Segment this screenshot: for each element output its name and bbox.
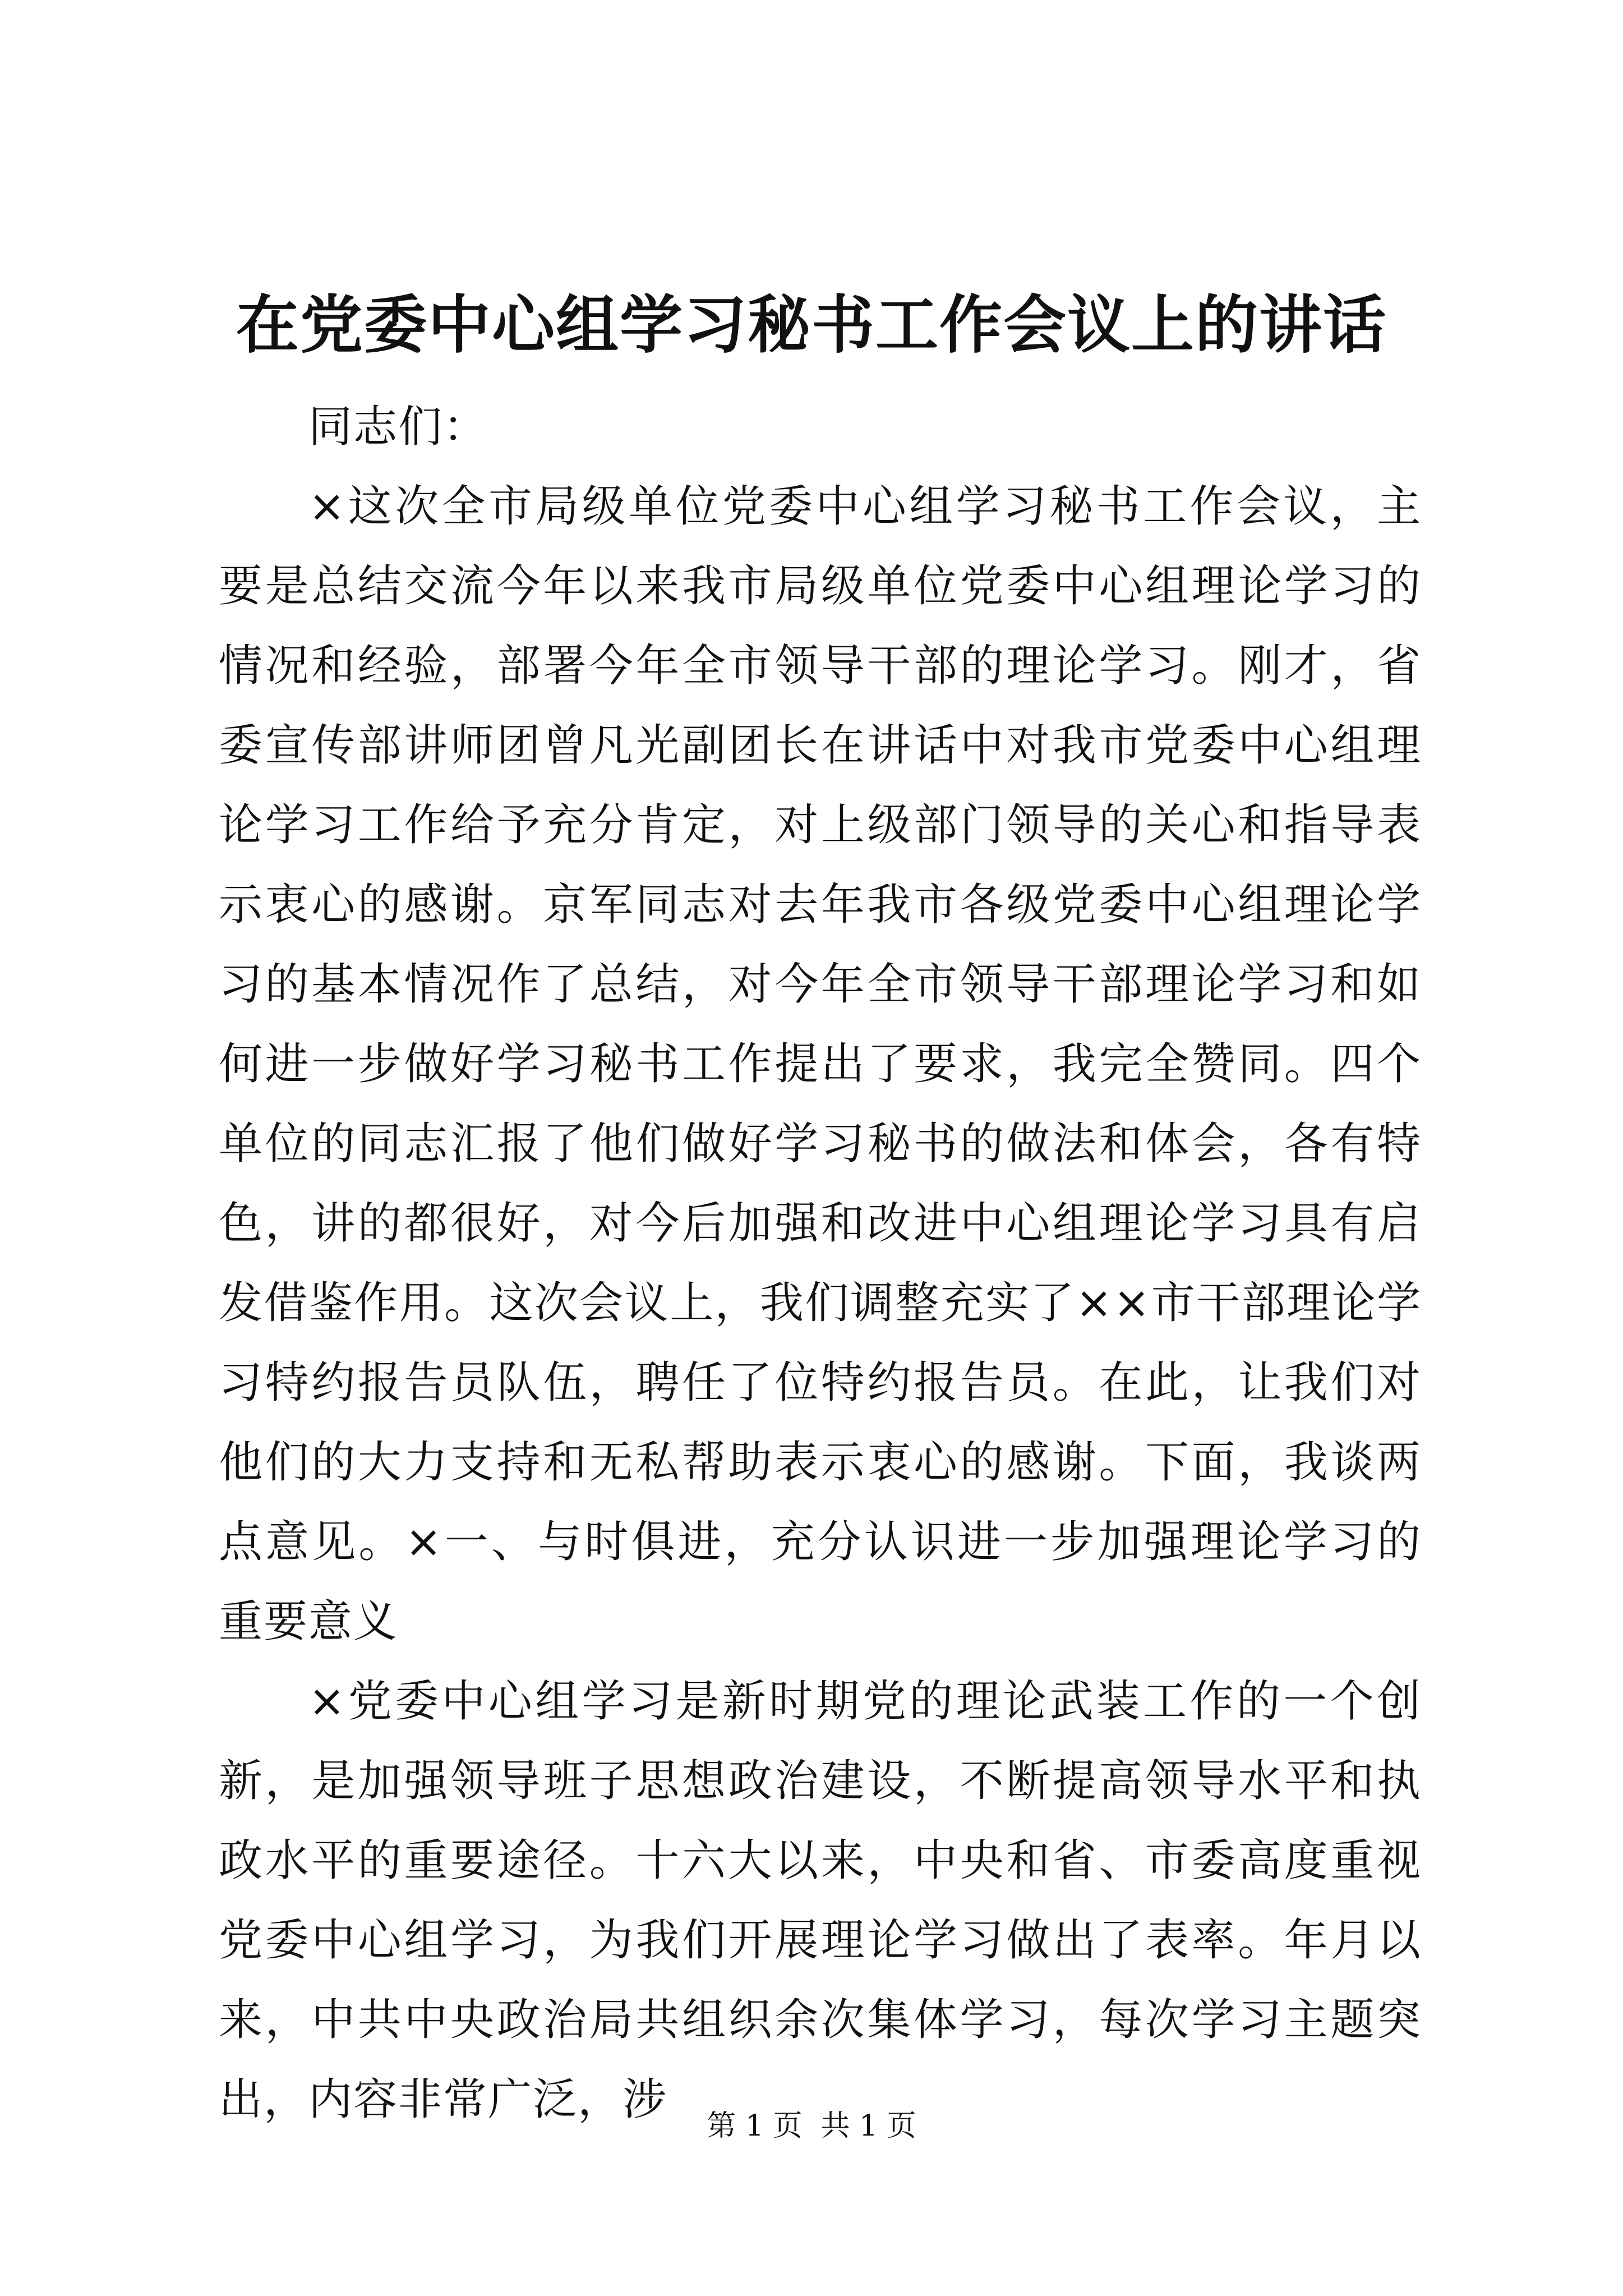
page-footer: [0, 2106, 1623, 2146]
paragraph-1: ×这次全市局级单位党委中心组学习秘书工作会议，主要是总结交流今年以来我市局级单位党委中心组理论学习的情况和经验，部署今年全市领导干部的理论学习。刚才，省委宣传部讲师团曾凡光副团长在讲话中对我市党委中心组理论学习工作给予充分肯定，对上级部门领导的关心和指导表示衷心的感谢。京军同志对去年我市各级党委中心组理论学习的基本情况作了总结，对今年全市领导干部理论学习和如何进一步做好学习秘书工作提出了要求，我完全赞同。四个单位的同志汇报了他们做好学习秘书的做法和体会，各有特色，讲的都很好，对今后加强和改进中心组理论学习具有启发借鉴作用。这次会议上，我们调整充实了××市干部理论学习特约报告员队伍，聘任了位特约报告员。在此，让我们对他们的大力支持和无私帮助表示衷心的感谢。下面，我谈两点意见。×一、与时俱进，充分认识进一步加强理论学习的重要意义: [219, 481, 1422, 1647]
paragraph-2: ×党委中心组学习是新时期党的理论武装工作的一个创新，是加强领导班子思想政治建设，不断提高领导水平和执政水平的重要途径。十六大以来，中央和省、市委高度重视党委中心组学习，为我们开展理论学习做出了表率。年月以来，中共中央政治局共组织余次集体学习，每次学习主题突出，内容非常广泛，涉: [219, 1676, 1422, 2125]
salutation: 同志们：: [308, 402, 488, 452]
page-number: 第 1 页 共 1 页: [707, 2109, 916, 2143]
document-title: 在党委中心组学习秘书工作会议上的讲话: [236, 288, 1387, 362]
document-body: [219, 387, 1422, 2139]
